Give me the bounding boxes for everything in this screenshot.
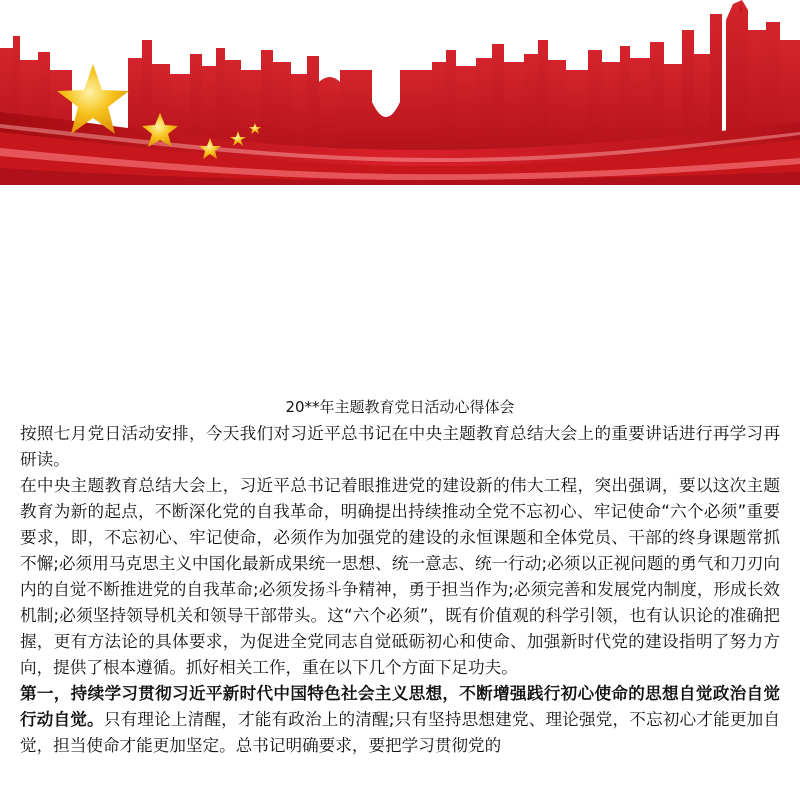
point-one-text: 只有理论上清醒，才能有政治上的清醒;只有坚持思想建党、理论强党，不忘初心才能更加自觉，担当使命才能更加坚定。总书记明确要求，要把学习贯彻党的 [20, 710, 780, 755]
red-banner-skyline [0, 0, 800, 185]
document-body [20, 421, 780, 759]
paragraph-intro: 按照七月党日活动安排，今天我们对习近平总书记在中央主题教育总结大会上的重要讲话进行再学习再研读。 [20, 424, 780, 469]
document-title: 20**年主题教育党日活动心得体会 [285, 398, 515, 416]
point-one-lead: 第一，持续学习贯彻习近平新时代中国特色社会主义思想，不断增强践行初心使命的思想自觉政治自觉行动自觉。 [20, 684, 780, 729]
paragraph-point-one [20, 681, 780, 759]
paragraph-main: 在中央主题教育总结大会上，习近平总书记着眼推进党的建设新的伟大工程，突出强调，要以这次主题教育为新的起点，不断深化党的自我革命，明确提出持续推动全党不忘初心、牢记使命“六个必须”重要要求，即，不忘初心、牢记使命，必须作为加强党的建设的永恒课题和全体党员、干部的终身课题常抓不懈;必须用马克思主义中国化最新成果统一思想、统一意志、统一行动;必须以正视问题的勇气和刀刃向内的自觉不断推进党的自我革命;必须发扬斗争精神，勇于担当作为;必须完善和发展党内制度，形成长效机制;必须坚持领导机关和领导干部带头。这“六个必须”，既有价值观的科学引领，也有认识论的准确把握，更有方法论的具体要求，为促进全党同志自觉砥砺初心和使命、加强新时代党的建设指明了努力方向，提供了根本遵循。抓好相关工作，重在以下几个方面下足功夫。 [20, 476, 780, 677]
